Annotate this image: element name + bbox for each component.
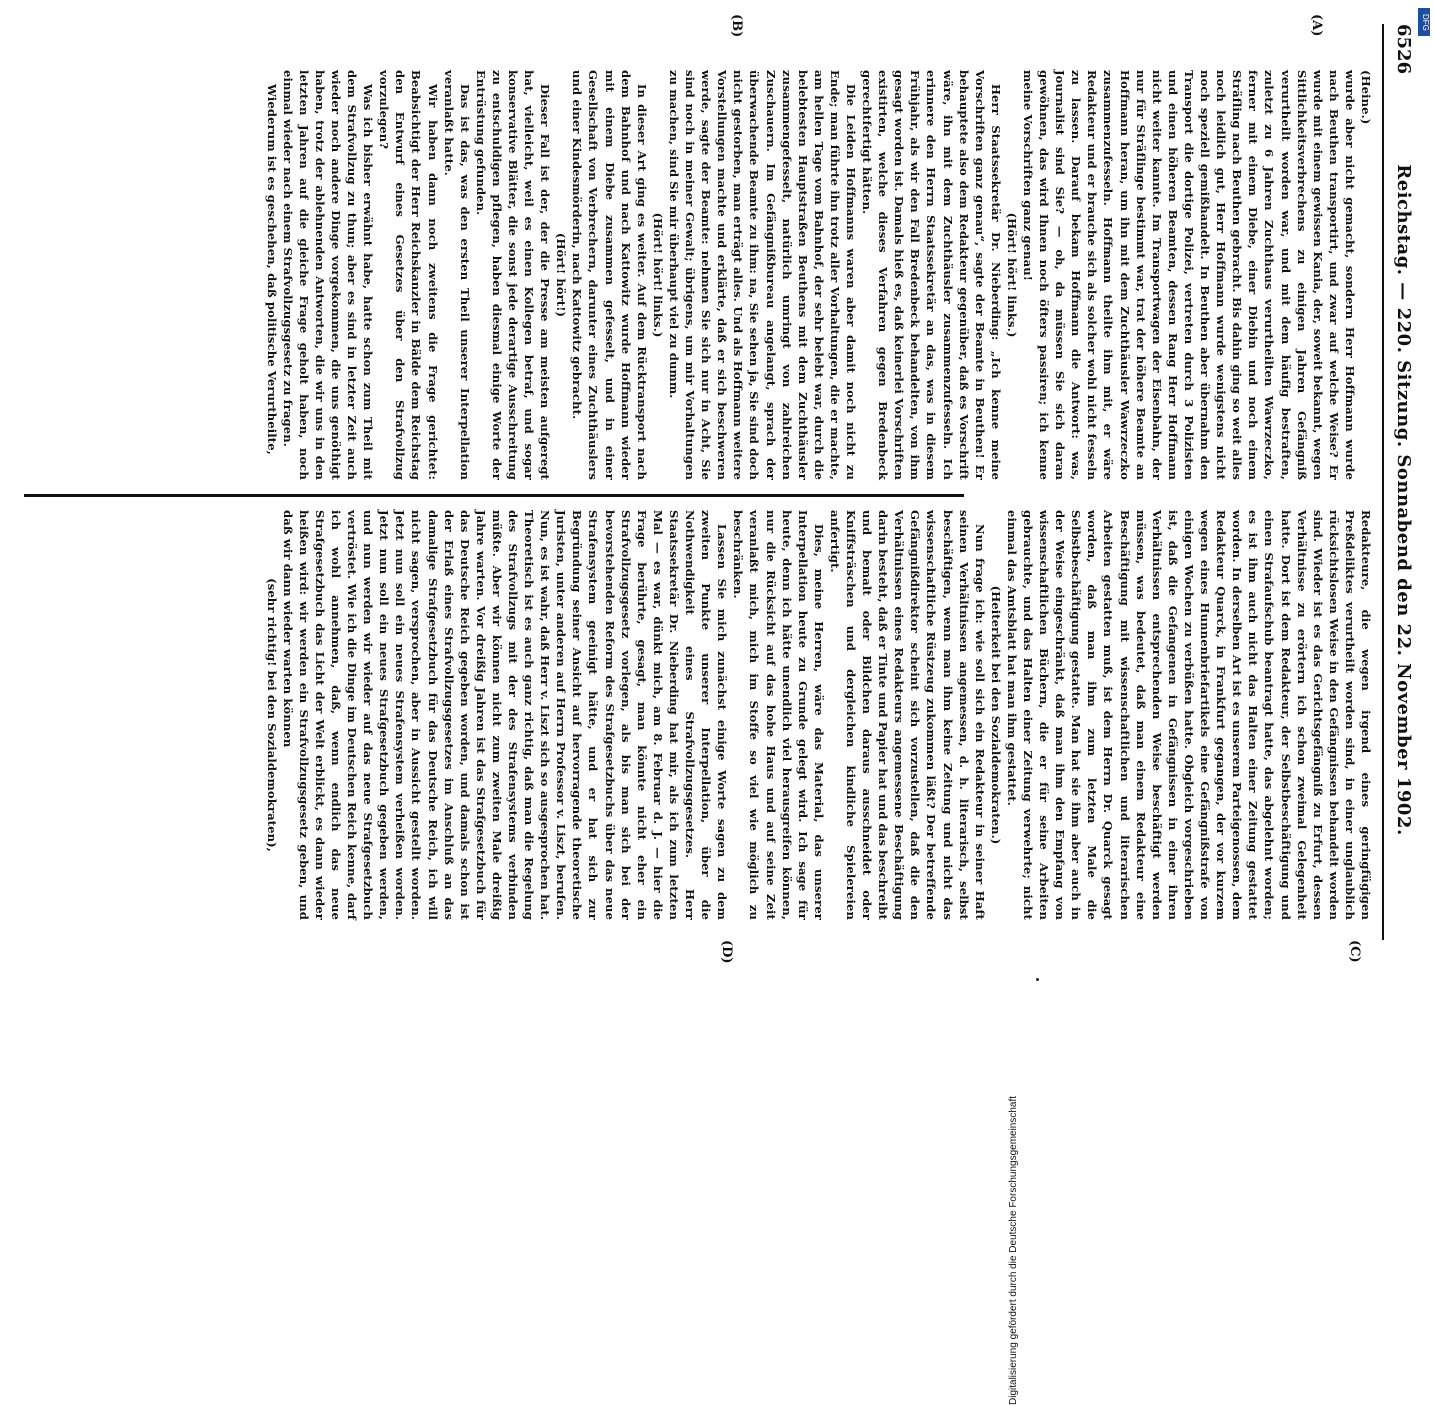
running-title: Reichstag. — 220. Sitzung. Sonnabend den 22. November 1902. bbox=[1393, 164, 1414, 836]
paragraph: Redakteure, die wegen irgend eines geringfügigen Preßdeliktes verurtheilt worden sind, in einer unglaublich rücksichtslosen Weise in den Gefängnissen behandelt worden sind. Wieder ist es das Gerichtsgefängniß zu Erfurt, dessen Verhältnisse zu erörtern ich schon zweimal Gelegenheit hatte. Dort ist dem Redakteur, der Selbstbeschäftigung und einen Strafaufschub beantragt hatte, das abgelehnt worden; es ist ihm auch nicht das Halten einer Zeitung gestattet worden. In derselben Art ist es unserem Parteigenossen, dem Redakteur Quarck, in Frankfurt gegangen, der vor kurzem wegen eines Hunnenbriefartikels eine Gefängnißstrafe von einigen Wochen zu verbüßen hatte. Obgleich vorgeschrieben ist, daß die Gefangenen in Gefängnissen in einer ihren Verhältnissen entsprechenden Weise beschäftigt werden müssen, was bedeutet, daß man einem Redakteur eine Beschäftigung mit wissenschaftlichen und literarischen Arbeiten gestatten muß, ist dem Herrn Dr. Quarck gesagt worden, daß man ihm zum letzten Male die Selbstbeschäftigung gestatte. Man hat sie ihm aber auch in der Weise eingeschränkt, daß man ihm den Empfang von wissenschaftlichen Büchern, die er für seine Arbeiten gebrauchte, und das Halten einer Zeitung verwehrte; nicht einmal das Amtsblatt hat man ihm gestattet. bbox=[1004, 510, 1373, 920]
paragraph: Wir haben dann noch zweitens die Frage gerichtet: Beabsichtigt der Herr Reichskanzler in Bälde dem Reichstag den Entwurf eines Gesetzes über den Strafvollzug vorzulegen? bbox=[377, 70, 440, 480]
digitization-credit: Digitalisierung gefördert durch die Deutsche Forschungsgemeinschaft bbox=[1008, 1095, 1019, 1405]
margin-label-c: (C) bbox=[1347, 940, 1362, 963]
paragraph: Nun frage ich: wie soll sich ein Redakteur in seiner Haft seinen Verhältnissen angemessen, d. h. literarisch, selbst beschäftigen, wenn man ihm keine Zeitung und nicht das wissenschaftliche Rüstzeug zukommen läßt? Der betreffende Gefängnißdirektor scheint sich vorzustellen, daß die den Verhältnissen eines Redakteurs angemessene Beschäftigung darin besteht, daß er Tinte und Papier hat und das beschreibt und bemalt oder Bildchen daraus ausschneidet oder Kniffsträschen und dergleichen kindliche Spielereien anfertigt. bbox=[827, 510, 987, 920]
interjection: (Hört! hört!) bbox=[554, 232, 569, 318]
margin-label-d: (D) bbox=[719, 940, 734, 964]
right-column bbox=[264, 510, 1374, 920]
left-column bbox=[264, 70, 1374, 480]
dfg-logo: DFG bbox=[1418, 8, 1430, 36]
paragraph: wurde aber nicht gemacht, sondern Herr Hoffmann wurde nach Beuthen transportirt, und zwar auf welche Weise? Er wurde mit einem gewissen Kania, der, soweit bekannt, wegen Sittlichkeitsverbrechens zu einigen Jahren Gefängniß verurtheilt worden war, und mit dem häufig bestraften, zuletzt zu 6 Jahren Zuchthaus verurtheilten Wawrzeczko, ferner mit einem Diebe, einer Diebin und noch einem Sträfling nach Beuthen gebracht. Bis dahin ging so weit alles noch leidlich gut, Herr Hoffmann wurde wenigstens nicht noch speziell gemißhandelt. In Beuthen aber übernahm den Transport die dortige Polizei, vertreten durch 3 Polizisten und einen höheren Beamten, dessen Rang Herr Hoffmann nicht weiter kannte. Im Transportwagen der Eisenbahn, der nur für Sträflinge bestimmt war, trat der höhere Beamte an Hoffmann heran, um ihn mit dem Zuchthäusler Wawrzeczko zusammenzufesseln. Hoffmann theilte ihm mit, er wäre Redakteur und er brauche sich als solcher wohl nicht fesseln zu lassen. Darauf bekam Hoffmann die Antwort: was, Journalist sind Sie? — oh, da müssen Sie sich daran gewöhnen, das wird Ihnen noch öfters passiren; ich kenne meine Vorschriften ganz genau! bbox=[1021, 70, 1357, 480]
interjection: (Heiterkeit bei den Sozialdemokraten.) bbox=[988, 585, 1003, 845]
paragraph: Herr Staatssekretär Dr. Nieberding: „Ich kenne meine Vorschriften ganz genau“, sagte der Beamte in Beuthen! Er behauptete also dem Redakteur gegenüber, daß es Vorschrift wäre, ihn mit dem Zuchthäusler zusammenzufesseln. Ich erinnere den Herrn Staatssekretär an das, was in diesem Frühjahr, als wir den Fall Bredenbeck behandelten, von ihm gesagt worden ist. Damals hieß es, daß keinerlei Vorschriften existirten, welche dieses Verfahren gegen Bredenbeck gerechtfertigt hätten. bbox=[860, 70, 1003, 480]
paragraph: Lassen Sie mich zunächst einige Worte sagen zu dem zweiten Punkte unserer Interpellation, über die Nothwendigkeit eines Strafvollzugsgesetzes. Herr Staatssekretär Dr. Nieberding hat mir, als ich zum letzten Mal — es war, dünkt mich, am 8. Februar d. J. — hier die Frage berührte, gesagt, man könnte nicht eher ein Strafvollzugsgesetz vorlegen, als bis man sich bei der bevorstehenden Reform des Strafgesetzbuchs über das neue Strafensystem geeinigt hätte, und er hat sich zur Begründung seiner Ansicht auf hervorragende theoretische Juristen, unter anderen auf Herrn Professor v. Liszt, berufen. Nun, es ist wahr, daß Herr v. Liszt sich so ausgesprochen hat. Theoretisch ist es auch ganz richtig, daß man die Regelung des Strafvollzugs mit der des Strafensystems verbinden müßte. Aber wir können nicht zum zweiten Male dreißig Jahre warten. Vor dreißig Jahren ist das Strafgesetzbuch für das Deutsche Reich gegeben worden, und damals schon ist der Erlaß eines Strafvollzugsgesetzes im Anschluß an das damalige Strafgesetzbuch für das Deutsche Reich, ich will nicht sagen, versprochen, aber in Aussicht gestellt worden. Jetzt nun soll ein neues Strafensystem verheißen worden. Jetzt nun soll ein neues Strafgesetzbuch gegeben werden, und nun werden wir wieder auf das neue Strafgesetzbuch vertröstet. Wie ich die Dinge im Deutschen Reich kenne, darf ich wohl annehmen, daß, wenn endlich das neue Strafgesetzbuch das Licht der Welt erblickt, es dann wieder heißen wird: wir werden ein Strafvollzugsgesetz geben, und daß wir dann wieder warten können bbox=[280, 510, 730, 920]
paragraph: Wiederum ist es geschehen, daß politische Verurtheilte, bbox=[264, 84, 279, 455]
page-header bbox=[1388, 24, 1422, 976]
interjection: (Hört! hört! links.) bbox=[1004, 212, 1019, 338]
paragraph: In dieser Art ging es weiter. Auf dem Rücktransport nach dem Bahnhof und nach Kattowitz wurde Hoffmann wieder mit einem Diebe zusammen gefesselt, und in einer Gesellschaft von Verbrechern, darunter eines Zuchthäuslers und einer Kindesmörderin, nach Kattowitz gebracht. bbox=[570, 70, 649, 480]
column-divider bbox=[24, 494, 964, 497]
paragraph: Dies, meine Herren, wäre das Material, das unserer Interpellation heute zu Grunde gelegt wird. Ich sage für heute, denn ich hätte unendlich viel herausgreifen können, nur die Rücksicht auf das hohe Haus und auf seine Zeit veranlaßt mich, mich im Stoffe so viel wie möglich zu beschränken. bbox=[731, 510, 826, 920]
interjection: (sehr richtig! bei den Sozialdemokraten), bbox=[264, 578, 279, 852]
paragraph: Das ist das, was den ersten Theil unserer Interpellation veranlaßt hatte. bbox=[441, 70, 472, 480]
margin-label-a: (A) bbox=[1309, 14, 1324, 37]
margin-label-b: (B) bbox=[729, 14, 744, 38]
interjection: (Hört! hört! links.) bbox=[650, 212, 665, 338]
paragraph: Dieser Fall ist der, der die Presse am meisten aufgeregt hat, vielleicht, weil es einen Kollegen betraf, und sogar konservative Blätter, die sonst jede derartige Ausschreitung zu entschuldigen pflegen, haben diesmal einige Worte der Entrüstung gefunden. bbox=[473, 70, 553, 480]
paragraph: Die Leiden Hoffmanns waren aber damit noch nicht zu Ende; man führte ihn trotz aller Vorhaltungen, die er machte, am hellen Tage vom Bahnhof, der sehr belebt war, durch die belebtesten Hauptstraßen Beuthens mit dem Zuchthäusler zusammengefesselt, natürlich umringt von zahlreichen Zuschauern. Im Gefängnißbureau angelangt, sprach der überwachende Beamte zu ihm: na, Sie sehen ja, Sie sind doch nicht gestorben, man erträgt alles. Und als Hoffmann weitere Vorstellungen machte und erklärte, daß er sich beschweren werde, sagte der Beamte: nehmen Sie sich nur in Acht, Sie sind noch in meiner Gewalt; übrigens, um mir Vorhaltungen zu machen, sind Sie mir überhaupt viel zu dumm. bbox=[666, 70, 858, 480]
paragraph: Was ich bisher erwähnt habe, hatte schon zum Theil mit dem Strafvollzug zu thun; aber es sind in letzter Zeit auch wieder noch andere Dinge vorgekommen, die uns genöthigt haben, trotz der ablehnenden Antworten, die wir uns in den letzten Jahren auf die gleiche Frage geholt haben, noch einmal wieder nach einem Strafvollzugsgesetz zu fragen. bbox=[280, 70, 376, 480]
scan-speck bbox=[1036, 978, 1039, 981]
header-rule bbox=[1382, 24, 1384, 940]
speaker-label: (Heine.) bbox=[1359, 70, 1373, 125]
page-number: 6526 bbox=[1393, 24, 1414, 75]
